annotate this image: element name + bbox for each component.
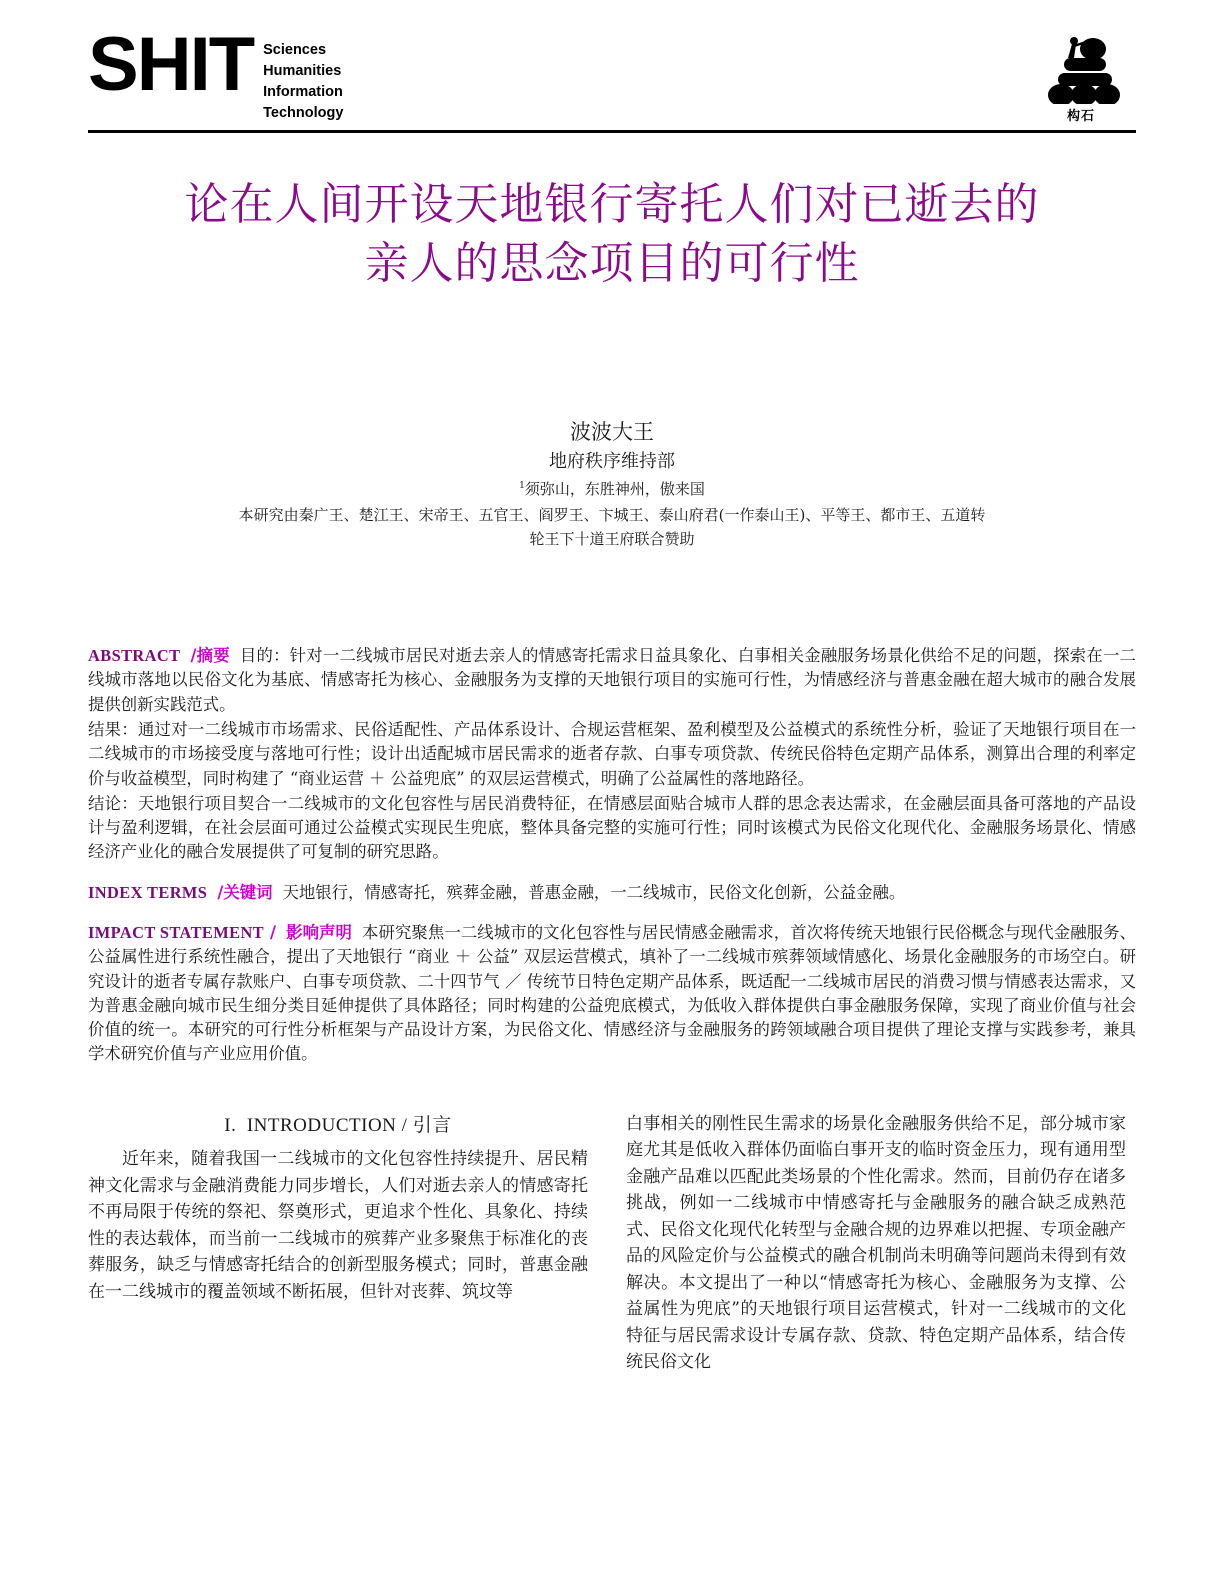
impact-statement-label-en: IMPACT STATEMENT — [88, 922, 265, 942]
brand-word-information: Information — [263, 84, 343, 101]
title-line-2: 亲人的思念项目的可行性 — [364, 238, 860, 290]
abstract-conclusion-paragraph: 结论：天地银行项目契合一二线城市的文化包容性与居民消费特征，在情感层面贴合城市人群的思念表达需求，在金融层面具备可落地的产品设计与盈利逻辑，在社会层面可通过公益模式实现民生兜底，整体具备完整的实施可行性；同时该模式为民俗文化现代化、金融服务场景化、情感经济产业化的融合发展提供了可复制的研究思路。 — [88, 793, 1136, 862]
journal-full-name — [263, 30, 343, 124]
abstract-label-separator: / — [190, 646, 197, 666]
abstract-section — [88, 644, 1136, 1067]
address-marker: 1 — [519, 481, 525, 492]
abstract-label-en: ABSTRACT — [88, 646, 181, 666]
section-title-separator: / — [401, 1114, 408, 1136]
stone-cairn-icon — [1038, 32, 1124, 104]
brand-word-technology: Technology — [263, 105, 344, 122]
abstract-label-cn: 摘要 — [196, 646, 230, 666]
body-column-right — [626, 1111, 1126, 1376]
publisher-logo — [1026, 30, 1136, 124]
author-address — [88, 477, 1136, 503]
index-terms-label-separator: / — [217, 882, 224, 902]
brand-word-sciences: Sciences — [263, 42, 327, 58]
abstract-purpose-paragraph — [88, 644, 1136, 717]
funding-line-1: 本研究由秦广王、楚江王、宋帝王、五官王、阎罗王、卞城王、泰山府君(一作泰山王)、平等王、都市王、五道转 — [238, 505, 986, 524]
impact-statement-text: 本研究聚焦一二线城市的文化包容性与居民情感金融需求，首次将传统天地银行民俗概念与现代金融服务、公益属性进行系统性融合，提出了天地银行 “商业 ＋ 公益” 双层运营模式，填补了一二线城市殡葬领域情感化、场景化金融服务的市场空白。研究设计的逝者专属存款账户、白事专项贷款、二十四节气 ／ 传统节日特色定期产品体系，既适配一二线城市居民的消费习惯与情感表达需求，又为普惠金融向城市民生细分类目延伸提供了具体路径；同时构建的公益兜底模式，为低收入群体提供白事金融服务保障，实现了商业价值与社会价值的统一。本研究的可行性分析框架与产品设计方案，为民俗文化、情感经济与金融服务的跨领域融合项目提供了理论支撑与实践参考，兼具学术研究价值与产业应用价值。 — [88, 922, 1137, 1064]
masthead-divider — [88, 130, 1136, 133]
index-terms-text: 天地银行，情感寄托，殡葬金融，普惠金融，一二线城市，民俗文化创新，公益金融。 — [282, 882, 906, 902]
impact-statement-paragraph — [88, 921, 1136, 1067]
author-name: 波波大王 — [570, 419, 654, 444]
body-columns — [88, 1111, 1136, 1376]
funding-line-2: 轮王下十道王府联合赞助 — [529, 530, 695, 549]
index-terms-label-cn: 关键词 — [223, 882, 273, 902]
masthead — [88, 0, 1136, 130]
abstract-results-paragraph: 结果：通过对一二线城市市场需求、民俗适配性、产品体系设计、合规运营框架、盈利模型及公益模式的系统性分析，验证了天地银行项目在一二线城市的市场接受度与落地可行性；设计出适配城市居民需求的逝者存款、白事专项贷款、传统民俗特色定期产品体系，测算出合理的利率定价与收益模型，同时构建了 “商业运营 ＋ 公益兜底” 的双层运营模式，明确了公益属性的落地路径。 — [88, 719, 1136, 788]
intro-paragraph-right: 白事相关的刚性民生需求的场景化金融服务供给不足，部分城市家庭尤其是低收入群体仍面临白事开支的临时资金压力，现有通用型金融产品难以匹配此类场景的个性化需求。然而，目前仍存在诸多挑战，例如一二线城市中情感寄托与金融服务的融合缺乏成熟范式、民俗文化现代化转型与金融合规的边界难以把握、专项金融产品的风险定价与公益模式的融合机制尚未明确等问题尚未得到有效解决。本文提出了一种以“情感寄托为核心、金融服务为支撑、公益属性为兜底”的天地银行项目运营模式，针对一二线城市的文化特征与居民需求设计专属存款、贷款、特色定期产品体系，结合传统民俗文化 — [626, 1113, 1126, 1373]
journal-acronym: SHIT — [88, 22, 254, 107]
section-title-cn: 引言 — [412, 1114, 452, 1136]
index-terms-paragraph — [88, 881, 1136, 905]
address-text: 须弥山，东胜神州，傲来国 — [524, 480, 705, 499]
section-number: I. — [224, 1114, 237, 1136]
title-line-1: 论在人间开设天地银行寄托人们对已逝去的 — [184, 179, 1040, 230]
author-affiliation: 地府秩序维持部 — [549, 451, 675, 473]
impact-statement-label-cn: 影响声明 — [286, 922, 352, 942]
brand-word-humanities: Humanities — [263, 63, 342, 80]
publisher-name: 构石 — [1066, 109, 1095, 124]
intro-paragraph-left: 近年来，随着我国一二线城市的文化包容性持续提升、居民精神文化需求与金融消费能力同步增长，人们对逝去亲人的情感寄托不再局限于传统的祭祀、祭奠形式，更追求个性化、具象化、持续性的表达载体，而当前一二线城市的殡葬产业多聚焦于标准化的丧葬服务，缺乏与情感寄托结合的创新型服务模式；同时，普惠金融在一二线城市的覆盖领域不断拓展，但针对丧葬、筑坟等 — [88, 1149, 588, 1302]
journal-brand — [88, 22, 344, 124]
index-terms-label-en: INDEX TERMS — [88, 882, 208, 902]
section-heading-introduction — [88, 1111, 588, 1141]
page-title — [88, 175, 1136, 294]
section-title-en: INTRODUCTION — [246, 1114, 397, 1136]
body-column-left — [88, 1111, 588, 1376]
impact-statement-label-separator: / — [270, 922, 277, 942]
abstract-purpose-text: 目的：针对一二线城市居民对逝去亲人的情感寄托需求日益具象化、白事相关金融服务场景化供给不足的问题，探索在一二线城市落地以民俗文化为基底、情感寄托为核心、金融服务为支撑的天地银行项目的实施可行性，为情感经济与普惠金融在超大城市的融合发展提供创新实践范式。 — [88, 646, 1136, 714]
author-block — [88, 416, 1136, 552]
